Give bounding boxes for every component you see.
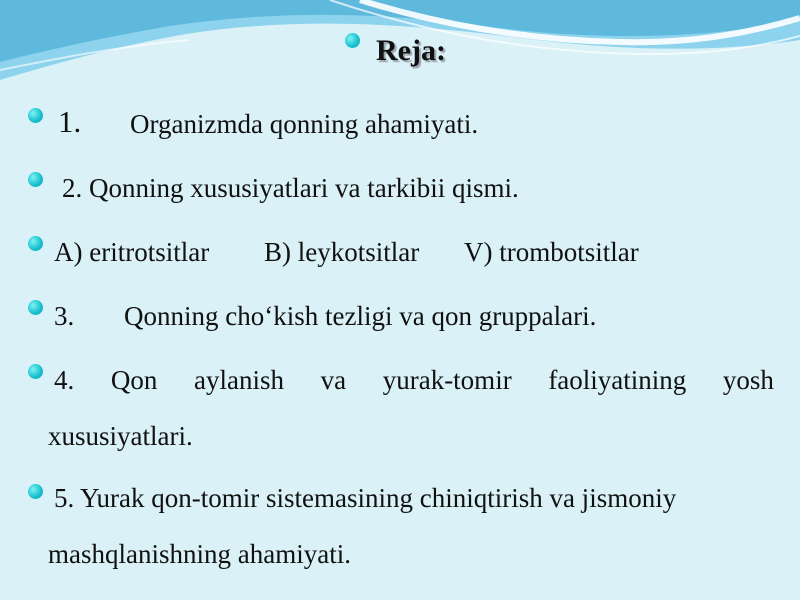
bullet-icon — [28, 108, 43, 123]
list-item-4-line1 — [54, 364, 774, 396]
cell-type-b: B) leykotsitlar — [264, 237, 420, 267]
list-item-4-line2: xususiyatlari. — [48, 421, 193, 451]
list-item-1-number: 1. — [58, 104, 82, 139]
cell-type-v: V) trombotsitlar — [464, 237, 639, 267]
word: aylanish — [194, 365, 284, 395]
word: va — [320, 365, 347, 395]
list-item-3 — [54, 300, 597, 332]
slide-title: Reja: — [376, 34, 446, 67]
bullet-icon — [28, 364, 43, 379]
list-item-1-text: Organizmda qonning ahamiyati. — [130, 109, 479, 139]
list-item-5-line1: 5. Yurak qon-tomir sistemasining chiniqtirish va jismoniy — [54, 483, 677, 513]
bullet-icon — [28, 300, 43, 315]
list-item-5-line2: mashqlanishning ahamiyati. — [48, 539, 351, 569]
word: yurak-tomir — [382, 365, 512, 395]
list-item-1 — [58, 104, 479, 139]
word: faoliyatining — [548, 365, 687, 395]
bullet-icon — [28, 236, 43, 251]
word: Qon — [110, 365, 158, 395]
list-item-2: 2. Qonning xususiyatlari va tarkibii qismi. — [62, 173, 519, 203]
bullet-icon — [28, 172, 43, 187]
word: yosh — [722, 365, 774, 395]
bullet-icon — [28, 484, 43, 499]
list-item-3-number: 3. — [54, 301, 75, 331]
title-bullet-icon — [345, 33, 360, 48]
list-item-3-text: Qonning cho‘kish tezligi va qon gruppalari. — [124, 301, 597, 331]
word: 4. — [54, 365, 75, 395]
cell-type-a: A) eritrotsitlar — [54, 237, 210, 267]
